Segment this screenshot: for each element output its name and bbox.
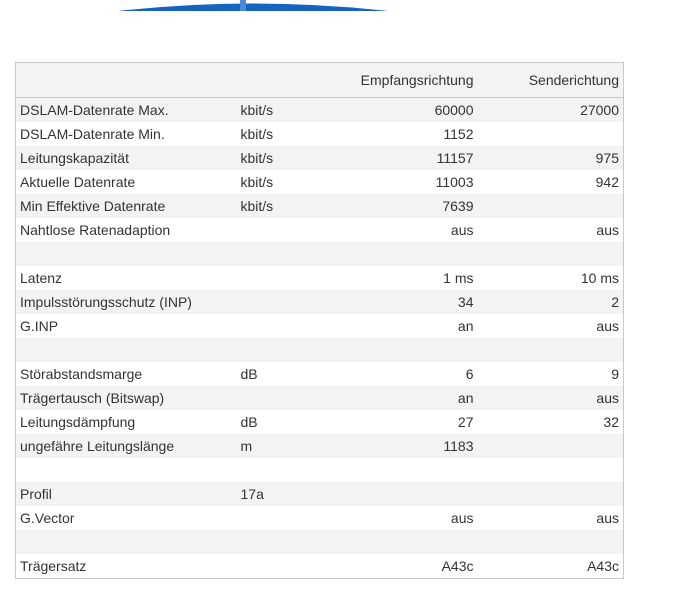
row-unit: [237, 290, 327, 314]
row-unit: [237, 242, 327, 266]
table-spacer-row: [16, 530, 624, 554]
table-row: [16, 122, 624, 146]
row-label: [16, 530, 237, 554]
row-receive-value: an: [327, 314, 478, 338]
table-row: [16, 290, 624, 314]
row-receive-value: [327, 338, 478, 362]
row-label: [16, 242, 237, 266]
row-send-value: 2: [478, 290, 624, 314]
table-row: [16, 482, 624, 506]
row-receive-value: [327, 482, 478, 506]
row-unit: [237, 386, 327, 410]
row-unit: kbit/s: [237, 98, 327, 123]
table-row: [16, 218, 624, 242]
row-unit: [237, 458, 327, 482]
row-unit: dB: [237, 362, 327, 386]
row-receive-value: 1183: [327, 434, 478, 458]
table-row: [16, 170, 624, 194]
row-unit: [237, 554, 327, 579]
row-unit: [237, 266, 327, 290]
row-label: [16, 338, 237, 362]
row-label: Min Effektive Datenrate: [16, 194, 237, 218]
table-row: [16, 266, 624, 290]
table-row: [16, 410, 624, 434]
row-unit: kbit/s: [237, 146, 327, 170]
row-send-value: aus: [478, 314, 624, 338]
row-receive-value: 11003: [327, 170, 478, 194]
row-send-value: [478, 122, 624, 146]
row-label: [16, 458, 237, 482]
table-row: [16, 554, 624, 579]
row-unit: [237, 338, 327, 362]
row-send-value: aus: [478, 506, 624, 530]
header-arc-decoration: [118, 0, 388, 12]
row-label: Aktuelle Datenrate: [16, 170, 237, 194]
row-send-value: [478, 194, 624, 218]
row-send-value: 27000: [478, 98, 624, 123]
table-body: [16, 98, 624, 579]
row-label: DSLAM-Datenrate Max.: [16, 98, 237, 123]
header-arc-highlight: [240, 0, 246, 11]
header-receive-direction: Empfangsrichtung: [327, 63, 478, 98]
row-send-value: [478, 242, 624, 266]
row-send-value: [478, 458, 624, 482]
row-receive-value: aus: [327, 506, 478, 530]
table-header-row: [16, 63, 624, 98]
row-receive-value: [327, 530, 478, 554]
row-label: Trägertausch (Bitswap): [16, 386, 237, 410]
row-send-value: 10 ms: [478, 266, 624, 290]
row-unit: [237, 314, 327, 338]
row-label: Impulsstörungsschutz (INP): [16, 290, 237, 314]
row-send-value: [478, 530, 624, 554]
row-label: G.Vector: [16, 506, 237, 530]
row-send-value: [478, 482, 624, 506]
row-unit: kbit/s: [237, 170, 327, 194]
row-unit: [237, 506, 327, 530]
header-arc-shape: [118, 4, 388, 12]
table-spacer-row: [16, 242, 624, 266]
row-send-value: [478, 434, 624, 458]
row-receive-value: aus: [327, 218, 478, 242]
row-label: G.INP: [16, 314, 237, 338]
row-send-value: 32: [478, 410, 624, 434]
row-receive-value: 7639: [327, 194, 478, 218]
row-label: Störabstandsmarge: [16, 362, 237, 386]
row-unit: m: [237, 434, 327, 458]
row-send-value: aus: [478, 218, 624, 242]
table-row: [16, 194, 624, 218]
header-send-direction: Senderichtung: [478, 63, 624, 98]
row-label: DSLAM-Datenrate Min.: [16, 122, 237, 146]
row-send-value: [478, 338, 624, 362]
table-row: [16, 314, 624, 338]
row-label: Nahtlose Ratenadaption: [16, 218, 237, 242]
row-send-value: 942: [478, 170, 624, 194]
table-row: [16, 362, 624, 386]
row-label: Latenz: [16, 266, 237, 290]
row-receive-value: 1 ms: [327, 266, 478, 290]
row-receive-value: [327, 458, 478, 482]
table-row: [16, 506, 624, 530]
row-label: Leitungsdämpfung: [16, 410, 237, 434]
table-row: [16, 146, 624, 170]
row-unit: kbit/s: [237, 194, 327, 218]
row-receive-value: 34: [327, 290, 478, 314]
row-unit: dB: [237, 410, 327, 434]
row-label: ungefähre Leitungslänge: [16, 434, 237, 458]
row-unit: [237, 218, 327, 242]
row-receive-value: A43c: [327, 554, 478, 579]
row-send-value: 9: [478, 362, 624, 386]
header-label: [16, 63, 237, 98]
row-label: Leitungskapazität: [16, 146, 237, 170]
header-unit: [237, 63, 327, 98]
row-unit: 17a: [237, 482, 327, 506]
row-receive-value: [327, 242, 478, 266]
row-send-value: A43c: [478, 554, 624, 579]
row-label: Trägersatz: [16, 554, 237, 579]
row-unit: kbit/s: [237, 122, 327, 146]
row-receive-value: 27: [327, 410, 478, 434]
table-row: [16, 386, 624, 410]
row-send-value: 975: [478, 146, 624, 170]
table-row: [16, 434, 624, 458]
row-receive-value: 1152: [327, 122, 478, 146]
table-row: [16, 98, 624, 123]
table-spacer-row: [16, 338, 624, 362]
row-receive-value: 11157: [327, 146, 478, 170]
row-unit: [237, 530, 327, 554]
row-label: Profil: [16, 482, 237, 506]
row-receive-value: 6: [327, 362, 478, 386]
row-receive-value: an: [327, 386, 478, 410]
dsl-info-table: [15, 62, 624, 579]
row-receive-value: 60000: [327, 98, 478, 123]
row-send-value: aus: [478, 386, 624, 410]
table-spacer-row: [16, 458, 624, 482]
